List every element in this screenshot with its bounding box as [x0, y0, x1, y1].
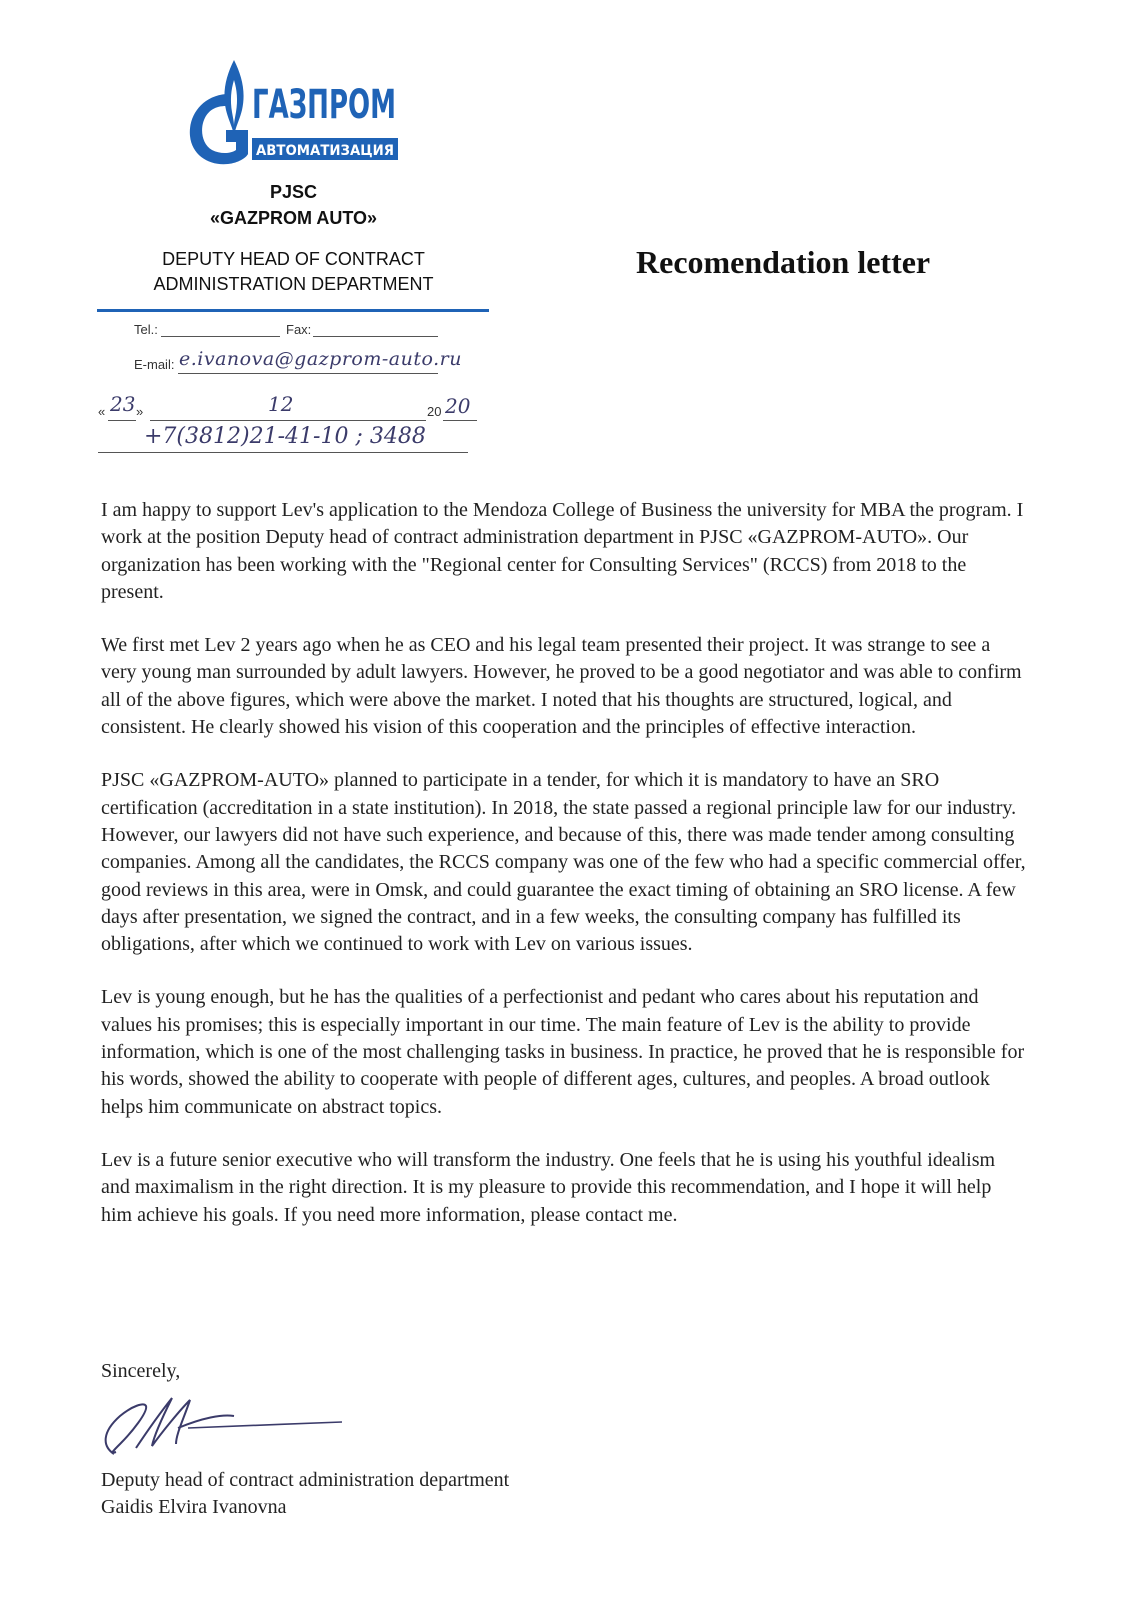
gazprom-flame-logo-icon: [190, 60, 248, 164]
date-year-line: [443, 420, 477, 421]
department-line-2: ADMINISTRATION DEPARTMENT: [153, 274, 434, 294]
date-year-suffix: 20: [445, 394, 471, 418]
gazprom-logo: [186, 58, 401, 170]
letter-title: Recomendation letter: [636, 244, 931, 280]
paragraph-2: We first met Lev 2 years ago when he as CEO and his legal team presented their project. It was strange to see a very young man surrounded by adult lawyers. However, he proved to be a good negotiator and was able to confirm all of the above figures, which were above the market. I noted that his thoughts are structured, logical, and consistent. He clearly showed his vision of this cooperation and the principles of effective interaction.: [101, 634, 1022, 739]
logo-subtitle: АВТОМАТИЗАЦИЯ: [256, 143, 394, 159]
closing: Sincerely,: [101, 1360, 181, 1382]
paragraph-4: Lev is young enough, but he has the qualities of a perfectionist and pedant who cares about his reputation and values his promises; this is especially important in our time. The main feature of Lev is the ability to provide information, which is one of the most challenging tasks in business. In practice, he proved that he is responsible for his words, showed the ability to cooperate with people of different ages, cultures, and peoples. A broad outlook helps him communicate on abstract topics.: [101, 986, 1025, 1118]
email-line: [178, 373, 438, 374]
header-divider: [97, 309, 489, 312]
email-handwritten: e.ivanova@gazprom-auto.ru: [179, 348, 462, 370]
department-line-1: DEPUTY HEAD OF CONTRACT: [162, 249, 425, 269]
phone-line: [98, 452, 468, 453]
fax-line: [313, 336, 438, 337]
date-year-prefix: 20: [427, 404, 442, 419]
date-month-line: [150, 420, 426, 421]
signer-name: Gaidis Elvira Ivanovna: [101, 1496, 287, 1518]
signer-block: [101, 1467, 509, 1521]
date-day-line: [108, 420, 136, 421]
department-heading: [96, 247, 491, 297]
date-day: 23: [110, 392, 136, 416]
date-month: 12: [268, 392, 294, 416]
tel-line: [161, 336, 280, 337]
paragraph-3: PJSC «GAZPROM-AUTO» planned to participate in a tender, for which it is mandatory to have an SRO certification (accreditation in a state institution). In 2018, the state passed a regional principle law for our industry. However, our lawyers did not have such experience, and because of this, there was made tender among consulting companies. Among all the candidates, the RCCS company was one of the few who had a specific commercial offer, good reviews in this area, were in Omsk, and could guarantee the exact timing of obtaining an SRO license. A few days after presentation, we signed the contract, and in a few weeks, the consulting company has fulfilled its obligations, after which we continued to work with Lev on various issues.: [101, 769, 1026, 956]
paragraph-5: Lev is a future senior executive who will transform the industry. One feels that he is using his youthful idealism and maximalism in the right direction. It is my pleasure to provide this recommendation, and I hope it will help him achieve his goals. If you need more information, please contact me.: [101, 1148, 996, 1226]
tel-label: Tel.:: [134, 322, 158, 337]
logo-wordmark: ГАЗПРОМ: [252, 82, 396, 128]
email-label: E-mail:: [134, 357, 175, 372]
org-type: PJSC: [269, 182, 318, 202]
org-name: «GAZPROM AUTO»: [209, 208, 378, 228]
signature: [92, 1388, 354, 1460]
phone-handwritten: +7(3812)21-41-10 ; 3488: [144, 424, 426, 449]
fax-label: Fax:: [286, 322, 312, 337]
signer-title: Deputy head of contract administration department: [101, 1469, 510, 1491]
paragraph-1: I am happy to support Lev's application to the Mendoza College of Business the university for MBA the program. I work at the position Deputy head of contract administration department in PJSC «GAZPROM-AUTO». Our organization has been working with the "Regional center for Consulting Services" (RCCS) from 2018 to the present.: [101, 499, 1024, 603]
letter-body: [101, 497, 1027, 1255]
